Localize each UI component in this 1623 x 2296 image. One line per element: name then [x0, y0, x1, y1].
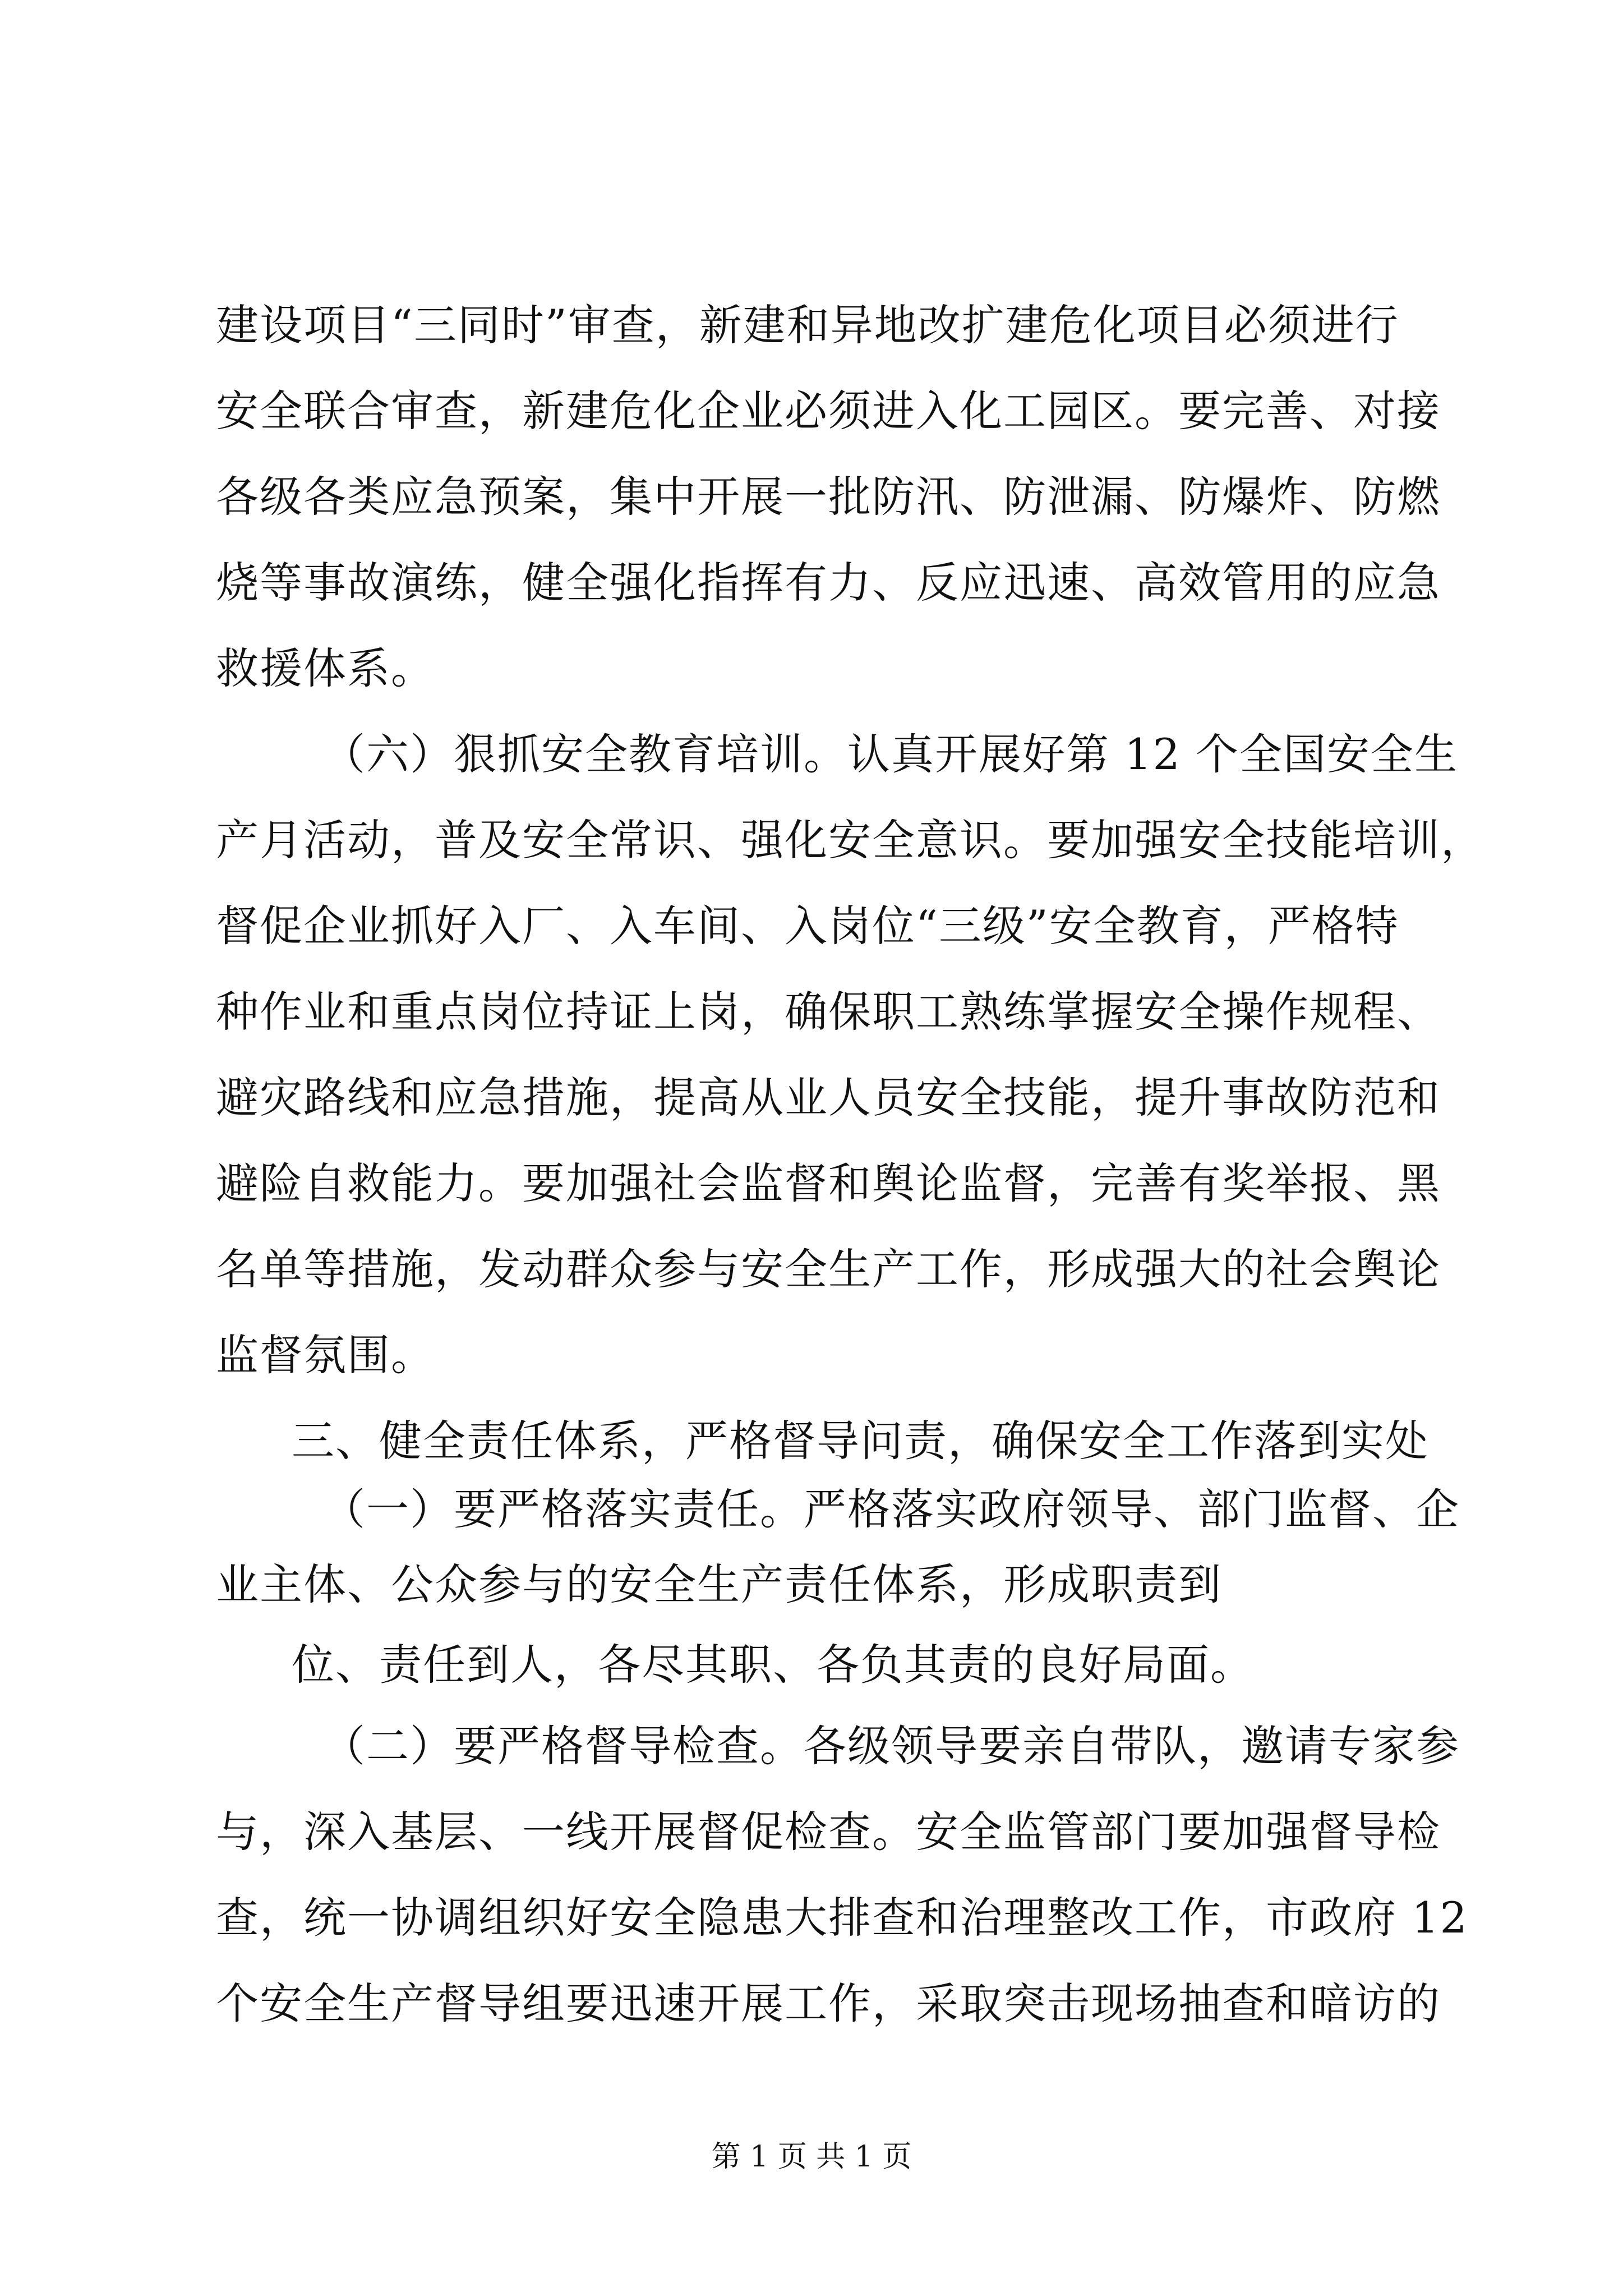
- text-line: 督促企业抓好入厂、入车间、入岗位“三级”安全教育，严格特: [216, 901, 1399, 951]
- text-line: 建设项目“三同时”审查，新建和异地改扩建危化项目必须进行: [216, 300, 1399, 350]
- text-line: 避险自救能力。要加强社会监督和舆论监督，完善有奖举报、黑: [216, 1158, 1441, 1208]
- text-line: 位、责任到人，各尽其职、各负其责的良好局面。: [292, 1640, 1254, 1690]
- text-line: 个安全生产督导组要迅速开展工作，采取突击现场抽查和暗访的: [216, 1978, 1441, 2028]
- text-line: 各级各类应急预案，集中开展一批防汛、防泄漏、防爆炸、防燃: [216, 472, 1441, 522]
- page-footer: 第 1 页 共 1 页: [711, 2140, 912, 2174]
- text-line: 监督氛围。: [216, 1330, 435, 1380]
- text-line: 业主体、公众参与的安全生产责任体系，形成职责到: [216, 1559, 1222, 1609]
- text-line: 名单等措施，发动群众参与安全生产工作，形成强大的社会舆论: [216, 1244, 1441, 1294]
- paragraph-start-line: （二）要严格督导检查。各级领导要亲自带队，邀请专家参: [322, 1721, 1460, 1771]
- text-line: 产月活动，普及安全常识、强化安全意识。要加强安全技能培训，: [216, 815, 1484, 865]
- section-heading: 三、健全责任体系，严格督导问责，确保安全工作落到实处: [292, 1416, 1429, 1466]
- paragraph-start-line: （六）狠抓安全教育培训。认真开展好第 12 个全国安全生: [322, 729, 1459, 779]
- text-line: 与，深入基层、一线开展督促检查。安全监管部门要加强督导检: [216, 1807, 1441, 1857]
- text-line: 查，统一协调组织好安全隐患大排查和治理整改工作，市政府 12: [216, 1893, 1468, 1943]
- text-line: 烧等事故演练，健全强化指挥有力、反应迅速、高效管用的应急: [216, 558, 1441, 608]
- text-line: 种作业和重点岗位持证上岗，确保职工熟练掌握安全操作规程、: [216, 987, 1441, 1037]
- text-line: 安全联合审查，新建危化企业必须进入化工园区。要完善、对接: [216, 386, 1441, 436]
- paragraph-start-line: （一）要严格落实责任。严格落实政府领导、部门监督、企: [322, 1484, 1460, 1534]
- text-line: 救援体系。: [216, 643, 435, 693]
- text-line: 避灾路线和应急措施，提高从业人员安全技能，提升事故防范和: [216, 1073, 1441, 1122]
